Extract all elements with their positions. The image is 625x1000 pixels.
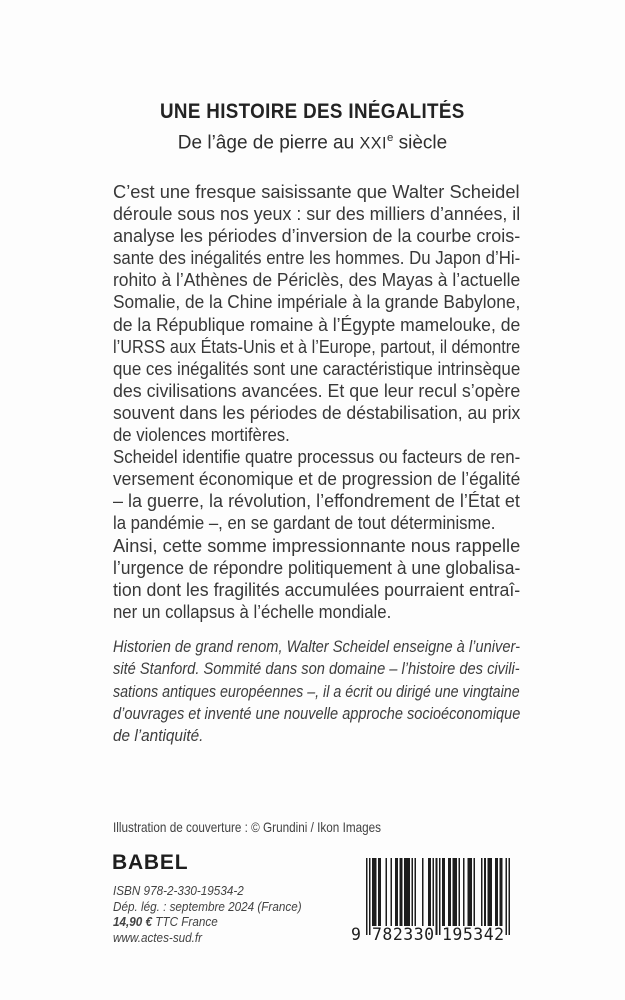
title-block [0,99,625,155]
publisher-logo: BABEL [112,851,189,874]
isbn-line: ISBN 978-2-330-19534-2 [113,883,244,898]
text-line: Somalie, de la Chine impériale à la grande Babylone, [113,292,521,313]
text-line: sante des inégalités entre les hommes. Du Japon d’Hi- [113,248,521,269]
text-line: Historien de grand renom, Walter Scheidel enseigne à l’univer- [113,638,520,656]
text-line: souvent dans les périodes de déstabilisation, au prix [113,402,521,423]
synopsis-text [113,181,520,623]
text-line: de l’antiquité. [113,727,204,746]
website-line: www.actes-sud.fr [113,930,203,946]
barcode-bars [366,858,510,935]
text-line: déroule sous nos yeux : sur des milliers d’années, il [113,204,521,225]
legal-deposit-line: Dép. lég. : septembre 2024 (France) [113,898,302,914]
text-line: Ainsi, cette somme impressionnante nous rappelle [113,535,521,556]
text-line: l’urgence de répondre politiquement à une globalisa- [113,557,521,578]
text-line: analyse les périodes d’inversion de la courbe crois- [113,226,521,247]
text-line: de la République romaine à l’Égypte mamelouke, de [113,314,521,335]
text-line: – la guerre, la révolution, l’effondrement de l’État et [113,491,520,512]
book-subtitle [0,126,625,155]
text-line: l’URSS aux États-Unis et à l’Europe, partout, il démontre [113,336,521,357]
book-title [0,99,625,125]
text-line: de violences mortifères. [113,425,290,446]
price-suffix: TTC France [152,914,218,930]
book-title-text: UNE HISTOIRE DES INÉGALITÉS [160,100,465,123]
subtitle-suffix: siècle [393,132,448,154]
cover-illustration-credit [113,818,433,836]
price-value: 14,90 € [113,914,153,930]
imprint-block [113,883,323,946]
price-line [113,914,218,930]
barcode-digits-group1: 782330 [372,925,435,944]
text-line: rohito à l’Athènes de Périclès, des Mayas à l’actuelle [113,270,521,291]
subtitle-superscript: e [387,132,394,144]
text-line: que ces inégalités sont une caractéristique intrinsèque [113,358,521,379]
text-line: Scheidel identifie quatre processus ou facteurs de ren- [113,447,521,468]
ean13-barcode [351,858,510,948]
subtitle-prefix: De l’âge de pierre au [177,132,360,154]
text-line: C’est une fresque saisissante que Walter Scheidel [113,182,520,202]
barcode-digit-left: 9 [351,925,361,944]
text-line: la pandémie –, en se gardant de tout déterminisme. [113,513,496,534]
text-line: des civilisations avancées. Et que leur recul s’opère [113,380,521,401]
text-line: d’ouvrages et inventé une nouvelle approche socioéconomique [113,704,521,723]
text-line: sations antiques européennes –, il a écrit ou dirigé une vingtaine [113,682,520,701]
text-line: versement économique et de progression de l’égalité [113,469,521,490]
credit-text: Illustration de couverture : © Grundini / Ikon Images [113,819,382,835]
subtitle-roman-numeral: XXI [359,134,387,153]
book-subtitle-text [178,126,447,155]
author-bio-text [113,636,520,747]
barcode-digits-group2: 195342 [442,925,505,944]
text-line: sité Stanford. Sommité dans son domaine – l’histoire des civili- [113,660,520,679]
text-line: tion dont les fragilités accumulées pourraient entraî- [113,579,521,600]
text-line: ner un collapsus à l’échelle mondiale. [113,601,392,622]
